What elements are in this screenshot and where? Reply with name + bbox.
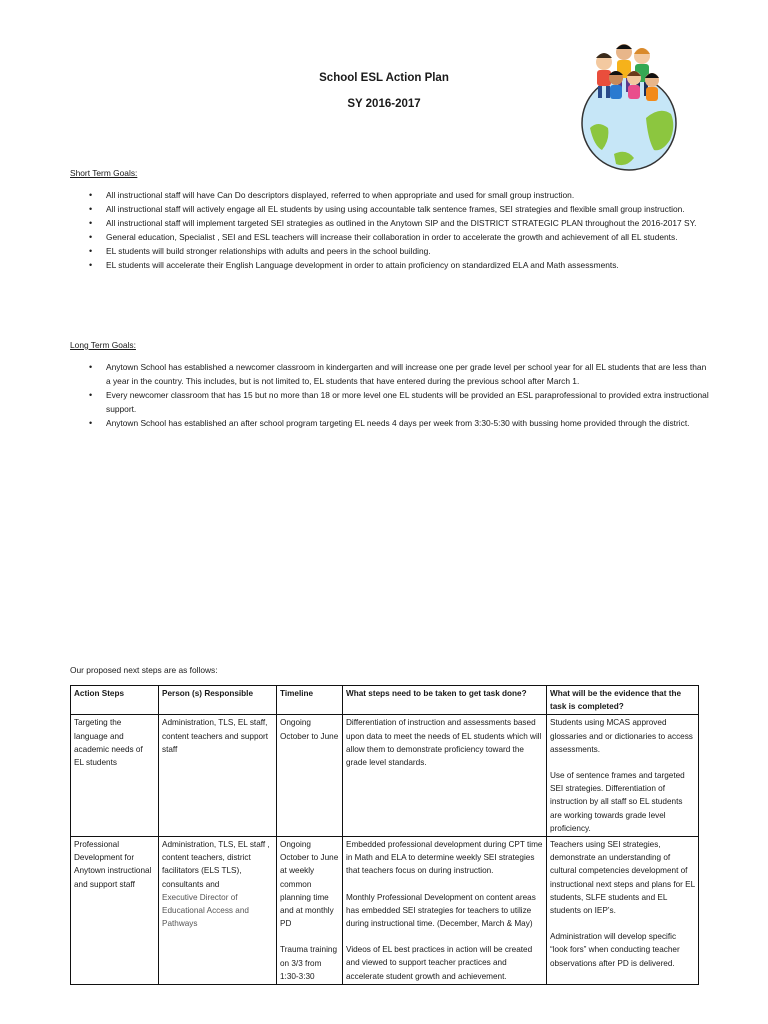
person-text: Executive Director of Educational Access and Pathways xyxy=(162,892,249,929)
long-term-list xyxy=(70,360,710,430)
cell-evidence xyxy=(547,715,699,837)
cell-person xyxy=(159,837,277,985)
timeline-text: Trauma training on 3/3 from 1:30-3:30 xyxy=(280,945,338,981)
document-subtitle: SY 2016-2017 xyxy=(347,98,421,110)
cell-evidence xyxy=(547,837,699,985)
table-row xyxy=(71,837,699,985)
column-header: Timeline xyxy=(277,686,343,715)
list-item: • General education, Specialist , SEI and ESL teachers will increase their collaboration in order to accelerate the growth and achievement of all EL students. xyxy=(106,230,710,244)
evidence-paragraph: Use of sentence frames and targeted SEI strategies. Differentiation of instruction by all staff so EL students are working towards grade level proficiency. xyxy=(550,771,685,833)
table-header-row xyxy=(71,686,699,715)
steps-paragraph: Monthly Professional Development on content areas has embedded SEI strategies for teachers to utilize during instructional time. (December, March & May) xyxy=(346,892,536,929)
short-term-heading: Short Term Goals: xyxy=(70,168,138,178)
evidence-paragraph: Students using MCAS approved glossaries and or dictionaries to access assessments. xyxy=(550,718,693,754)
short-term-list xyxy=(70,188,710,272)
list-item: • EL students will build stronger relationships with adults and peers in the school building. xyxy=(106,244,710,258)
column-header: What will be the evidence that the task is completed? xyxy=(547,686,699,715)
short-term-goals xyxy=(70,166,710,272)
cell-person: Administration, TLS, EL staff, content teachers and support staff xyxy=(159,715,277,837)
column-header: Person (s) Responsible xyxy=(159,686,277,715)
next-steps-intro: Our proposed next steps are as follows: xyxy=(70,665,218,675)
table-row xyxy=(71,715,699,837)
list-item: • Every newcomer classroom that has 15 but no more than 18 or more level one EL students will be provided an ESL paraprofessional to provided extra instructional support. xyxy=(106,388,710,416)
cell-timeline xyxy=(277,837,343,985)
action-plan-table xyxy=(70,685,699,985)
evidence-paragraph: Teachers using SEI strategies, demonstrate an understanding of cultural competencies development of instructional next steps and plans for EL students, SLFE students and EL students on IEP’s. xyxy=(550,840,695,916)
long-term-heading: Long Term Goals: xyxy=(70,340,136,350)
list-item: • Anytown School has established an after school program targeting EL needs 4 days per week from 3:30-5:30 with bussing home provided through the district. xyxy=(106,416,710,430)
list-item: • All instructional staff will implement targeted SEI strategies as outlined in the Anytown SIP and the DISTRICT STRATEGIC PLAN throughout the 2016-2017 SY. xyxy=(106,216,710,230)
timeline-text: Ongoing October to June at weekly common planning time and at monthly PD xyxy=(280,840,339,929)
cell-action: Targeting the language and academic needs of EL students xyxy=(71,715,159,837)
column-header: Action Steps xyxy=(71,686,159,715)
list-item: • EL students will accelerate their English Language development in order to attain proficiency on standardized ELA and Math assessments. xyxy=(106,258,710,272)
steps-paragraph: Videos of EL best practices in action will be created and viewed to support teacher practices and accelerate student growth and achievement. xyxy=(346,945,533,981)
steps-paragraph: Embedded professional development during CPT time in Math and ELA to determine weekly SEI strategies that teachers focus on during instruction. xyxy=(346,840,543,876)
list-item: • All instructional staff will actively engage all EL students by using using accountable talk sentence frames, SEI strategies and flexible small group instruction. xyxy=(106,202,710,216)
cell-action: Professional Development for Anytown instructional and support staff xyxy=(71,837,159,985)
list-item: • Anytown School has established a newcomer classroom in kindergarten and will increase one per grade level per school year for all EL students that are less than a year in the country. This includes, but is not limited to, EL students that have entered during the previous school after March 1. xyxy=(106,360,710,388)
document-title: School ESL Action Plan xyxy=(319,72,449,84)
person-text: Administration, TLS, EL staff , content teachers, district facilitators (ELS TLS), consultants and xyxy=(162,840,270,889)
cell-steps: Differentiation of instruction and assessments based upon data to meet the needs of EL students which will allow them to demonstrate proficiency toward the grade level standards. xyxy=(343,715,547,837)
column-header: What steps need to be taken to get task done? xyxy=(343,686,547,715)
long-term-goals xyxy=(70,338,710,430)
list-item: • All instructional staff will have Can Do descriptors displayed, referred to when appropriate and used for small group instruction. xyxy=(106,188,710,202)
evidence-paragraph: Administration will develop specific “look fors” when conducting teacher observations after PD is delivered. xyxy=(550,932,680,968)
cell-steps xyxy=(343,837,547,985)
kids-on-globe-icon xyxy=(576,22,682,172)
cell-timeline: Ongoing October to June xyxy=(277,715,343,837)
